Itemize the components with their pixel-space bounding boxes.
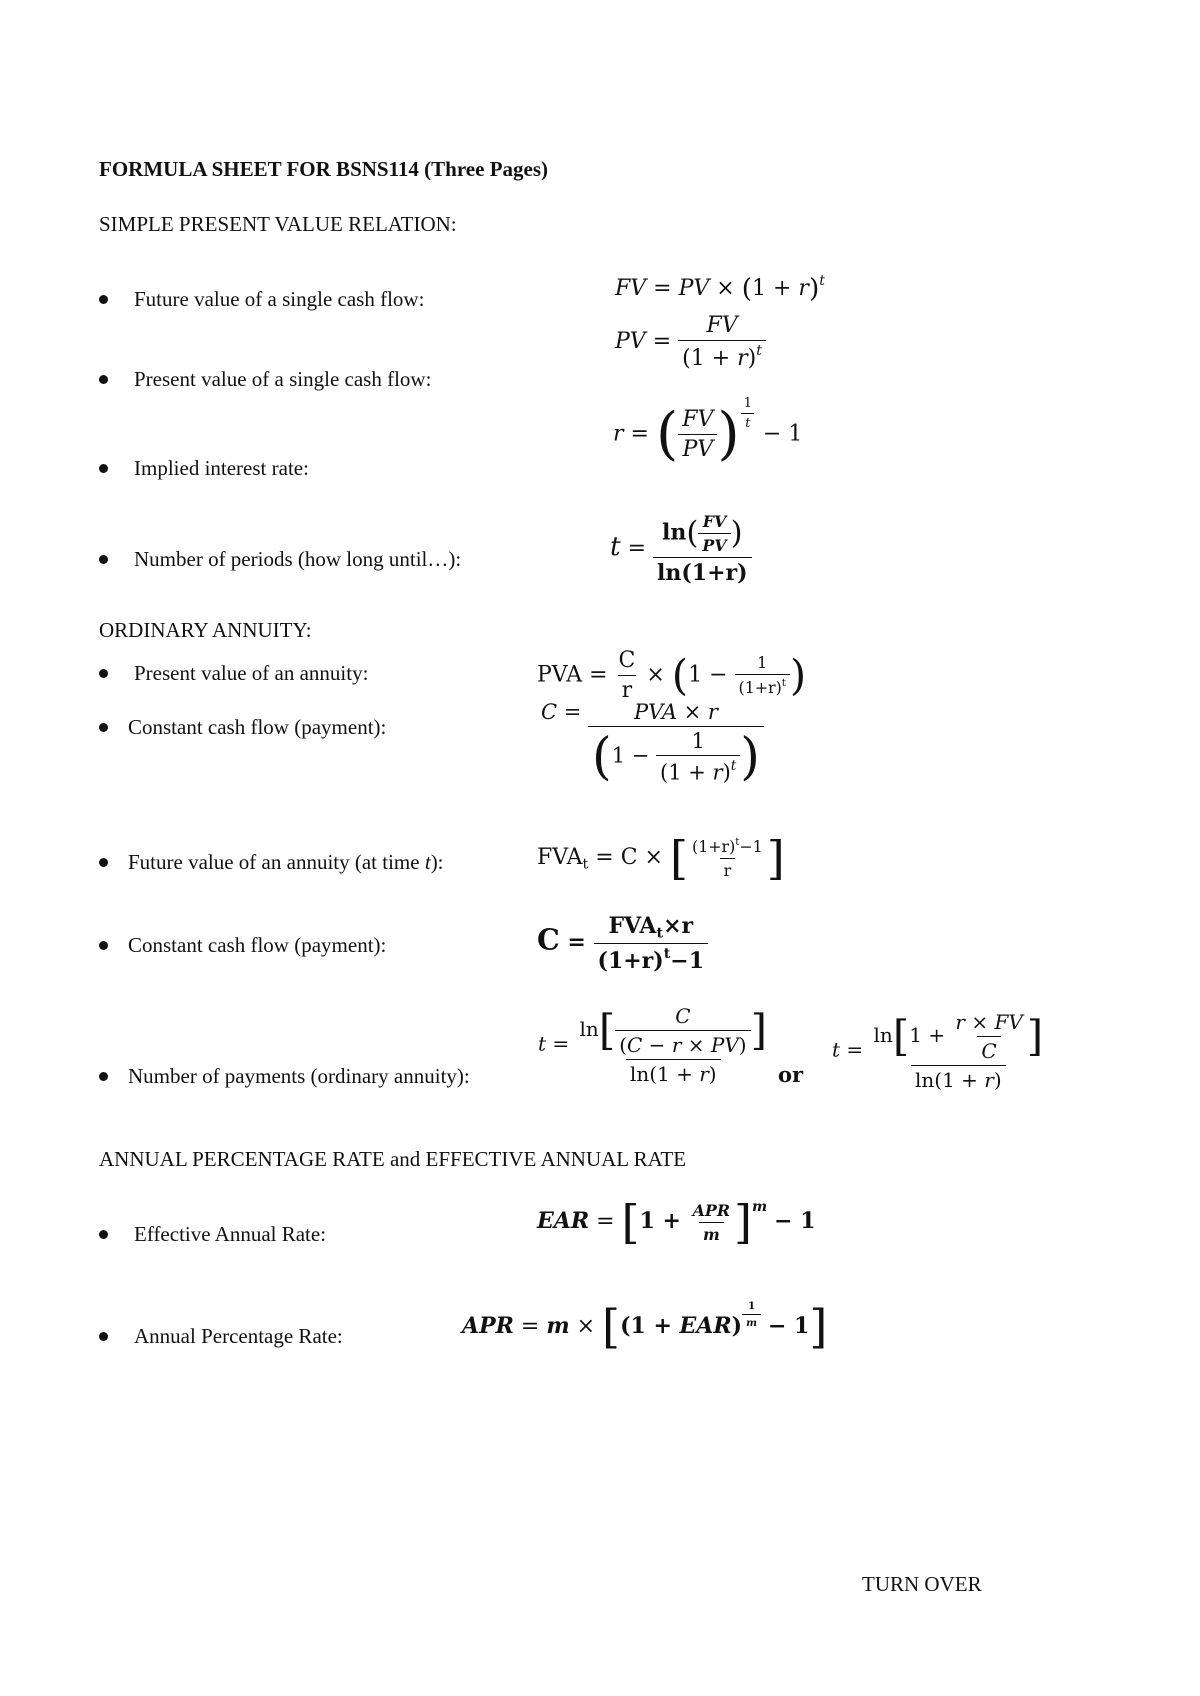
- section-ordinary-annuity: ORDINARY ANNUITY:: [99, 618, 312, 642]
- bullet-icon: [99, 669, 108, 678]
- bullet-icon: [99, 941, 108, 950]
- formula-ear: EAR = [1 + $\frac{\text{APR}}{m}$ ]$^m$ − 1: [537, 1195, 816, 1250]
- section-apr-ear: ANNUAL PERCENTAGE RATE and EFFECTIVE ANNUAL RATE: [99, 1147, 687, 1171]
- turn-over-footer: TURN OVER: [862, 1572, 982, 1596]
- bullet-icon: [99, 1230, 108, 1239]
- item-num-periods: [99, 547, 461, 572]
- bullet-icon: [99, 1332, 108, 1341]
- bullet-icon: [99, 295, 108, 304]
- item-fva: [99, 850, 444, 875]
- item-label: Number of payments (ordinary annuity):: [128, 1064, 470, 1088]
- formula-num-payments-a: t = ln[ $\frac{C}{(C - r \times PV)}$ ] ln(1 + r): [538, 1004, 767, 1086]
- formula-payment-2: C = $\frac{FVA_t\times r}{(1+r)^t-1}$: [537, 913, 708, 974]
- formula-payment-1: C = PVA × r (1 − $\frac{1}{(1 + r)^t}$ ): [541, 700, 764, 785]
- item-label: Annual Percentage Rate:: [134, 1324, 343, 1348]
- formula-fva: $FVA_t = C$ × [ $\frac{(1+r)^t-1}{r}$ ]: [537, 831, 785, 885]
- bullet-icon: [99, 464, 108, 473]
- bullet-icon: [99, 858, 108, 867]
- item-label: Effective Annual Rate:: [134, 1222, 327, 1246]
- item-label: Implied interest rate:: [134, 456, 309, 480]
- bullet-icon: [99, 555, 108, 564]
- item-label: Present value of a single cash flow:: [134, 367, 432, 391]
- item-fv-single: [99, 287, 424, 312]
- or-text: or: [778, 1062, 804, 1087]
- item-label: Constant cash flow (payment):: [128, 933, 387, 957]
- item-num-payments: [99, 1064, 470, 1089]
- item-payment-2: [99, 933, 386, 958]
- formula-apr: APR = m × [(1 + EAR) $^{\frac{1}{m}}$ − 1]: [462, 1299, 828, 1354]
- formula-pv: PV = $\frac{FV}{(1 + r)^t}$: [615, 313, 766, 371]
- formula-num-payments-b: t = ln[1 + $\frac{r \times FV}{C}$ ] ln(1 + r): [832, 1010, 1044, 1092]
- formula-num-periods: t = ln( $\frac{FV}{PV}$ ) ln(1+r): [610, 512, 752, 586]
- item-label: Future value of a single cash flow:: [134, 287, 425, 311]
- bullet-icon: [99, 1072, 108, 1081]
- formula-pva: PVA = $\frac{C}{r}$ × (1 − $\frac{1}{(1+r)^t}$ ): [537, 648, 807, 703]
- bullet-icon: [99, 375, 108, 384]
- item-label: Constant cash flow (payment):: [128, 715, 387, 739]
- item-payment-1: [99, 715, 386, 740]
- item-implied-rate: [99, 456, 309, 481]
- item-pva: [99, 661, 368, 686]
- bullet-icon: [99, 723, 108, 732]
- page-title: FORMULA SHEET FOR BSNS114 (Three Pages): [99, 157, 549, 181]
- item-ear: [99, 1222, 326, 1247]
- item-label: Future value of an annuity (at time t):: [128, 850, 444, 874]
- formula-fv: FV = PV × $(1 + r)^t$: [615, 272, 825, 304]
- section-simple-pv: SIMPLE PRESENT VALUE RELATION:: [99, 212, 457, 236]
- item-pv-single: [99, 367, 431, 392]
- item-apr: [99, 1324, 343, 1349]
- item-label: Present value of an annuity:: [134, 661, 369, 685]
- formula-implied-rate: r = ( $\frac{FV}{PV}$ ) $^{\frac{1}{t}}$ − 1: [613, 396, 803, 467]
- item-label: Number of periods (how long until…):: [134, 547, 462, 571]
